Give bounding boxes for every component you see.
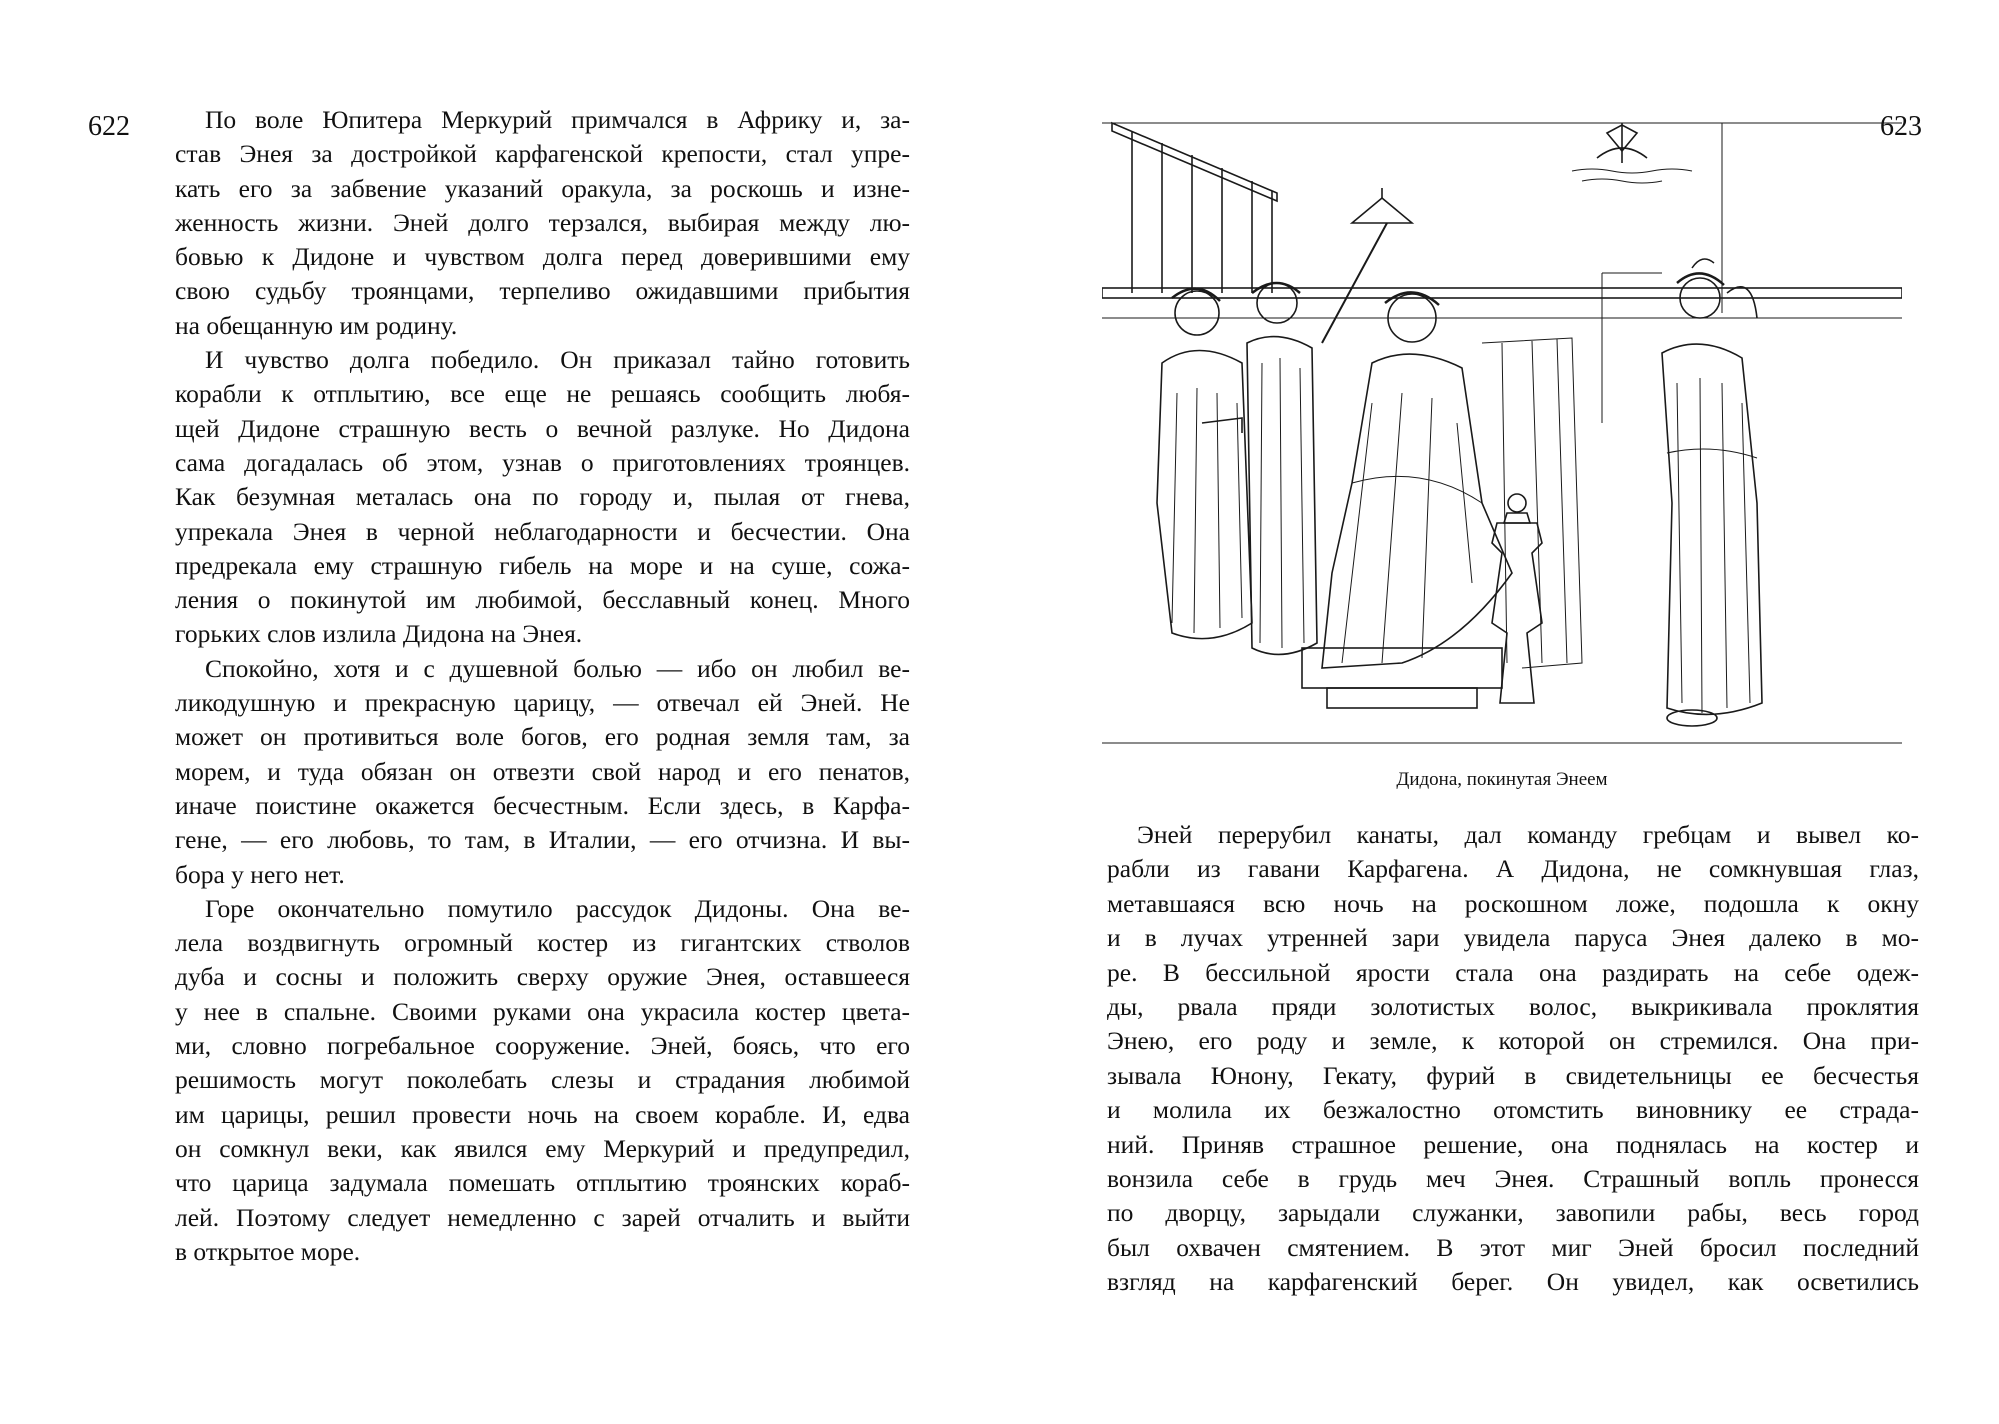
text-line: взгляд на карфагенский берег. Он увидел, как осветились (1107, 1267, 1919, 1297)
text-line: сама догадалась об этом, узнав о приготовлениях троянцев. (175, 447, 910, 477)
text-line: в открытое море. (175, 1236, 361, 1266)
text-line: и молила их безжалостно отомстить виновнику ее страда- (1107, 1095, 1919, 1125)
left-page-text (175, 103, 910, 1269)
text-line: может он противиться воле богов, его родная земля там, за (175, 722, 910, 752)
text-line: ления о покинутой им любимой, бесславный конец. Много (175, 585, 910, 615)
text-line: Эней перерубил канаты, дал команду гребцам и вывел ко- (1137, 820, 1919, 849)
text-line: был охвачен смятением. В этот миг Эней бросил последний (1107, 1232, 1919, 1262)
text-line: корабли к отплытию, все еще не решаясь сообщить любя- (175, 379, 910, 409)
text-line: ре. В бессильной ярости стала она раздирать на себе одеж- (1107, 957, 1919, 987)
text-line: Как безумная металась она по городу и, пылая от гнева, (175, 482, 910, 512)
text-line: он сомкнул веки, как явился ему Меркурий и предупредил, (175, 1133, 910, 1163)
text-line: бора у него нет. (175, 859, 345, 889)
text-line: бовью к Дидоне и чувством долга перед доверившими ему (175, 242, 910, 272)
page-number-right: 623 (1880, 111, 1922, 142)
text-line: дуба и сосны и положить сверху оружие Энея, оставшееся (175, 962, 910, 992)
text-line: Энею, его роду и земле, к которой он стремился. Она при- (1107, 1026, 1919, 1056)
text-line: кать его за забвение указаний оракула, за роскошь и изне- (175, 173, 910, 203)
text-line: метавшаяся всю ночь на роскошном ложе, подошла к окну (1107, 888, 1919, 918)
text-line: предрекала ему страшную гибель на море и на суше, сожа- (175, 550, 910, 580)
text-line: ми, словно погребальное сооружение. Эней, боясь, что его (175, 1031, 910, 1061)
right-page-text (1107, 818, 1919, 1300)
text-line: им царицы, решил провести ночь на своем корабле. И, едва (175, 1099, 910, 1129)
text-line: гене, — его любовь, то там, в Италии, — его отчизна. И вы- (175, 825, 910, 855)
text-line: ды, рвала пряди золотистых волос, выкрикивала проклятия (1107, 992, 1919, 1022)
text-line: упрекала Энея в черной неблагодарности и бесчестии. Она (175, 516, 910, 546)
text-line: свою судьбу троянцами, терпеливо ожидавшими прибытия (175, 276, 910, 306)
text-line: что царица задумала помешать отплытию троянских кораб- (175, 1168, 910, 1198)
page-number-left: 622 (88, 111, 130, 142)
illustration-caption: Дидона, покинутая Энеем (1396, 769, 1608, 790)
text-line: иначе поистине окажется бесчестным. Если здесь, в Карфа- (175, 790, 910, 820)
text-line: И чувство долга победило. Он приказал тайно готовить (205, 345, 910, 375)
text-line: у нее в спальне. Своими руками она украсила костер цвета- (175, 996, 910, 1026)
text-line: ний. Приняв страшное решение, она поднялась на костер и (1107, 1129, 1919, 1159)
text-line: лей. Поэтому следует немедленно с зарей отчалить и выйти (175, 1202, 910, 1232)
text-line: Спокойно, хотя и с душевной болью — ибо он любил ве- (205, 653, 910, 683)
text-line: щей Дидоне страшную весть о вечной разлуке. Но Дидона (175, 413, 910, 443)
text-line: зывала Юнону, Гекату, фурий в свидетельницы ее бесчестья (1107, 1060, 1919, 1090)
text-line: по дворцу, зарыдали служанки, завопили рабы, весь город (1107, 1198, 1919, 1228)
text-line: вонзила себе в грудь меч Энея. Страшный вопль пронесся (1107, 1164, 1919, 1194)
text-line: Горе окончательно помутило рассудок Дидоны. Она ве- (205, 893, 910, 923)
text-line: ликодушную и прекрасную царицу, — отвечал ей Эней. Не (175, 688, 910, 718)
text-line: решимость могут поколебать слезы и страдания любимой (175, 1065, 910, 1095)
text-line: лела воздвигнуть огромный костер из гигантских стволов (175, 928, 910, 958)
text-line: на обещанную им родину. (175, 310, 458, 340)
text-line: женность жизни. Эней долго терзался, выбирая между лю- (175, 207, 910, 237)
text-line: став Энея за достройкой карфагенской крепости, стал упре- (175, 139, 910, 169)
text-line: и в лучах утренней зари увидела паруса Энея далеко в мо- (1107, 923, 1919, 953)
dido-engraving-illustration (1102, 103, 1902, 763)
text-line: горьких слов излила Дидона на Энея. (175, 619, 583, 649)
text-line: морем, и туда обязан он отвезти свой народ и его пенатов, (175, 756, 910, 786)
text-line: По воле Юпитера Меркурий примчался в Африку и, за- (205, 105, 910, 134)
text-line: рабли из гавани Карфагена. А Дидона, не сомкнувшая глаз, (1107, 854, 1919, 884)
